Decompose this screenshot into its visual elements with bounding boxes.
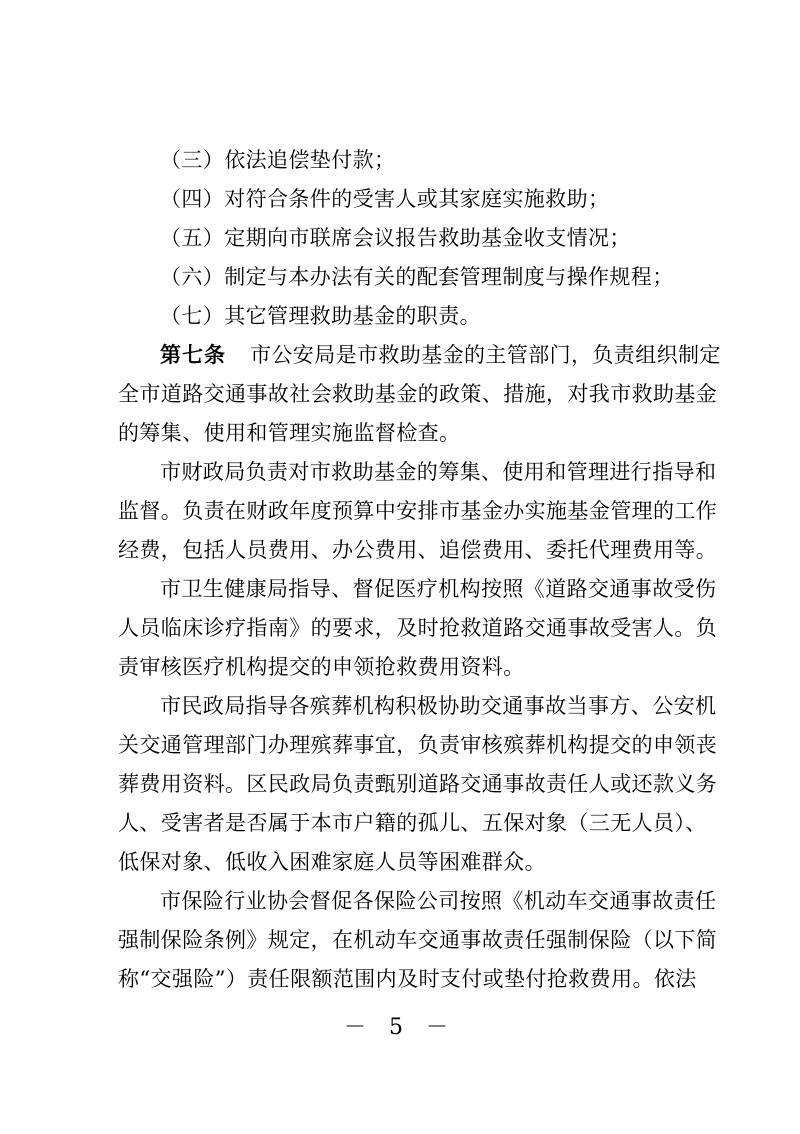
civil-affairs-paragraph-line: 人、受害者是否属于本市户籍的孤儿、五保对象（三无人员）、 (118, 811, 707, 835)
insurance-paragraph-line: 强制保险条例》规定，在机动车交通事故责任强制保险（以下简 (118, 928, 718, 952)
civil-affairs-paragraph-line: 葬费用资料。区民政局负责甄别道路交通事故责任人或还款义务 (118, 772, 718, 796)
article7-text: 市公安局是市救助基金的主管部门，负责组织制定 (250, 343, 721, 367)
finance-paragraph-line: 监督。负责在财政年度预算中安排市基金办实施基金管理的工作 (118, 499, 718, 523)
duty-item-6: （六）制定与本办法有关的配套管理制度与操作规程； (160, 265, 674, 289)
health-paragraph-line: 市卫生健康局指导、督促医疗机构按照《道路交通事故受伤 (160, 577, 717, 601)
civil-affairs-paragraph-line: 关交通管理部门办理殡葬事宜，负责审核殡葬机构提交的申领丧 (118, 733, 718, 757)
duty-item-5: （五）定期向市联席会议报告救助基金收支情况； (160, 226, 631, 250)
duty-item-3: （三）依法追偿垫付款； (160, 148, 396, 172)
article7-line: 全市道路交通事故社会救助基金的政策、措施，对我市救助基金 (118, 382, 718, 406)
insurance-paragraph-line: 市保险行业协会督促各保险公司按照《机动车交通事故责任 (160, 889, 717, 913)
insurance-paragraph-line: 称“交强险”）责任限额范围内及时支付或垫付抢救费用。依法 (118, 967, 697, 991)
finance-paragraph-line: 市财政局负责对市救助基金的筹集、使用和管理进行指导和 (160, 460, 717, 484)
finance-paragraph-line: 经费，包括人员费用、办公费用、追偿费用、委托代理费用等。 (118, 538, 718, 562)
page-number: － 5 － (344, 1015, 456, 1040)
article7-heading: 第七条 (160, 342, 226, 367)
health-paragraph-line: 人员临床诊疗指南》的要求，及时抢救道路交通事故受害人。负 (118, 616, 718, 640)
article7-line: 的筹集、使用和管理实施监督检查。 (118, 421, 461, 445)
article7-first-line (160, 339, 760, 371)
duty-item-7: （七）其它管理救助基金的职责。 (160, 304, 481, 328)
health-paragraph-line: 责审核医疗机构提交的申领抢救费用资料。 (118, 655, 525, 679)
duty-item-4: （四）对符合条件的受害人或其家庭实施救助； (160, 187, 610, 211)
civil-affairs-paragraph-line: 低保对象、低收入困难家庭人员等困难群众。 (118, 850, 546, 874)
civil-affairs-paragraph-line: 市民政局指导各殡葬机构积极协助交通事故当事方、公安机 (160, 694, 717, 718)
